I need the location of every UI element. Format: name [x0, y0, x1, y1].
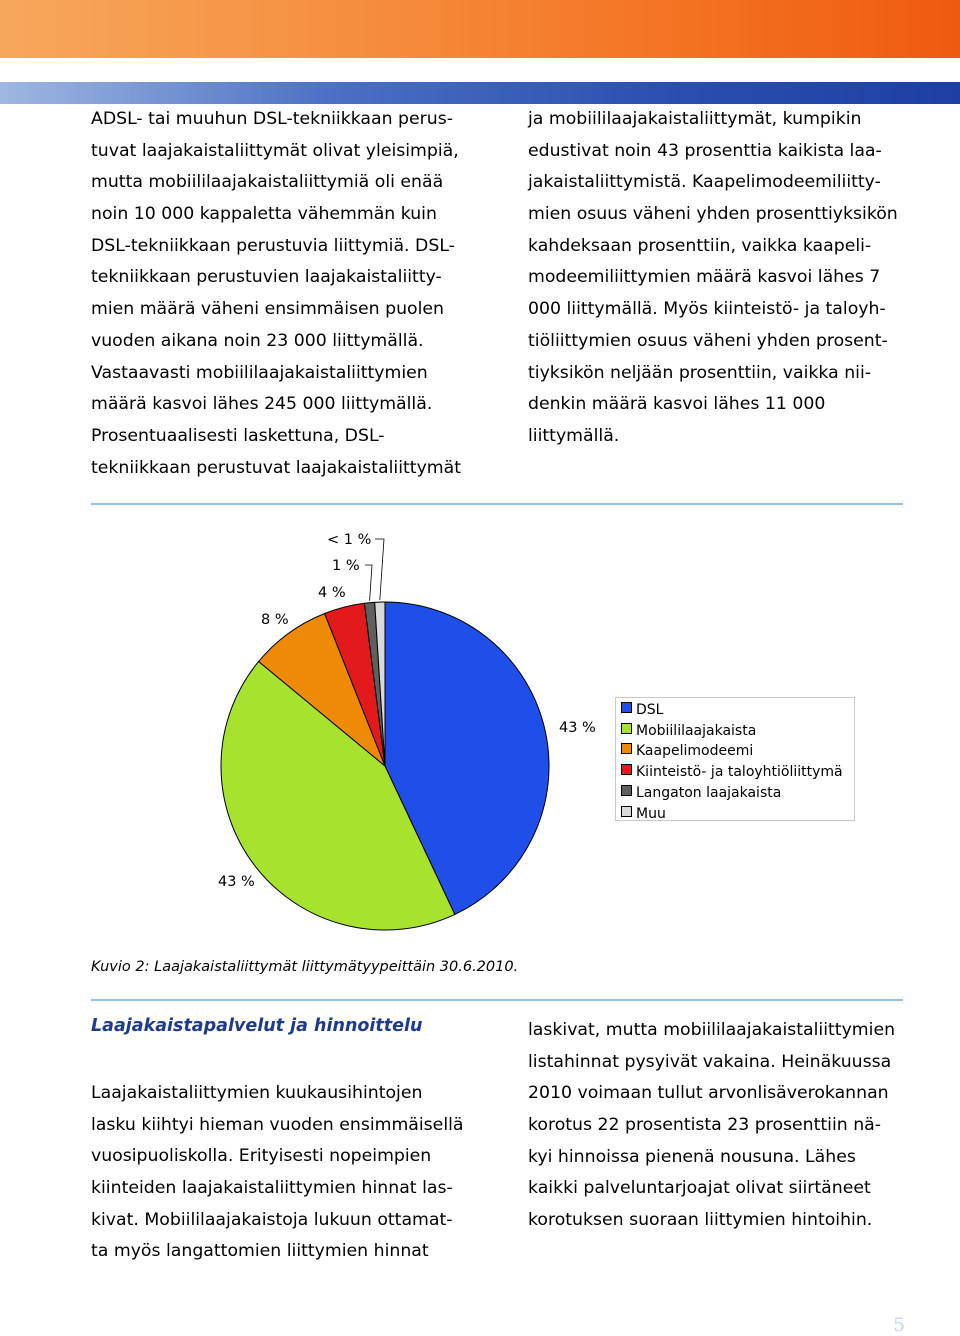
text-line: määrä kasvoi lähes 245 000 liittymällä.	[91, 394, 433, 415]
data-label-2: 8 %	[261, 612, 289, 628]
text-line: ta myös langattomien liittymien hinnat	[91, 1241, 429, 1262]
text-line: ja mobiililaajakaistaliittymät, kumpikin	[528, 109, 862, 129]
text-line: laskivat, mutta mobiililaajakaistaliittymien	[528, 1020, 896, 1040]
text-line: ADSL- tai muuhun DSL-tekniikkaan perus-	[91, 109, 453, 129]
legend-swatch	[621, 806, 632, 817]
legend-label: Langaton laajakaista	[636, 784, 782, 801]
data-label-0: 43 %	[559, 720, 596, 736]
legend-swatch	[621, 743, 632, 754]
text-line: vuoden aikana noin 23 000 liittymällä.	[91, 330, 424, 351]
divider-bottom	[91, 999, 903, 1001]
text-line: tiyksikön neljään prosenttiin, vaikka nii-	[528, 362, 871, 383]
legend-swatch	[621, 785, 632, 796]
text-line: noin 10 000 kappaletta vähemmän kuin	[91, 204, 437, 225]
text-line: tiöliittymien osuus väheni yhden prosent-	[528, 330, 888, 351]
text-line: mutta mobiililaajakaistaliittymiä oli enää	[91, 172, 444, 193]
legend-item	[621, 702, 663, 718]
figure-caption: Kuvio 2: Laajakaistaliittymät liittymätyypeittäin 30.6.2010.	[91, 959, 519, 975]
text-line: Vastaavasti mobiililaajakaistaliittymien	[91, 362, 428, 383]
text-line: mien määrä väheni ensimmäisen puolen	[91, 299, 444, 320]
text-line: DSL-tekniikkaan perustuvia liittymiä. DSL-	[91, 235, 455, 256]
leader-line-4	[365, 565, 372, 601]
legend-label: Mobiililaajakaista	[636, 722, 757, 739]
left-column-bottom-text	[91, 1078, 464, 1268]
text-line: tuvat laajakaistaliittymät olivat yleisimpiä,	[91, 140, 459, 161]
text-line: 2010 voimaan tullut arvonlisäverokannan	[528, 1083, 889, 1104]
legend-item	[621, 764, 843, 780]
chart-legend	[615, 697, 855, 821]
legend-swatch	[621, 702, 632, 713]
legend-label: DSL	[636, 702, 664, 718]
text-line: tekniikkaan perustuvien laajakaistaliitty-	[91, 267, 442, 288]
legend-label: Kiinteistö- ja taloyhtiöliittymä	[636, 764, 843, 781]
text-line: korotuksen suoraan liittymien hintoihin.	[528, 1210, 873, 1231]
text-line: kiinteiden laajakaistaliittymien hinnat las-	[91, 1178, 453, 1199]
text-line: Prosentuaalisesti laskettuna, DSL-	[91, 425, 385, 446]
text-line: kaikki palveluntarjoajat olivat siirtäneet	[528, 1178, 871, 1199]
text-line: vuosipuoliskolla. Erityisesti nopeimpien	[91, 1146, 432, 1167]
text-line: kyi hinnoissa pienenä nousuna. Lähes	[528, 1146, 856, 1167]
section-heading: Laajakaistapalvelut ja hinnoittelu	[91, 1016, 423, 1036]
text-line: edustivat noin 43 prosenttia kaikista laa-	[528, 140, 882, 161]
text-line: korotus 22 prosentista 23 prosenttiin nä-	[528, 1115, 881, 1136]
data-label-5: < 1 %	[327, 532, 372, 548]
legend-swatch	[621, 764, 632, 775]
text-line: liittymällä.	[528, 425, 620, 446]
legend-item	[621, 806, 666, 822]
text-line: mien osuus väheni yhden prosenttiyksikön	[528, 204, 898, 225]
leader-line-5	[375, 539, 384, 600]
text-line: modeemiliittymien määrä kasvoi lähes 7	[528, 267, 881, 288]
text-line: kivat. Mobiililaajakaistoja lukuun ottamat-	[91, 1209, 453, 1230]
legend-item	[621, 723, 756, 739]
legend-item	[621, 785, 781, 801]
text-line: denkin määrä kasvoi lähes 11 000	[528, 394, 826, 415]
legend-label: Kaapelimodeemi	[636, 743, 754, 760]
text-line: tekniikkaan perustuvat laajakaistaliittymät	[91, 457, 462, 478]
text-line: listahinnat pysyivät vakaina. Heinäkuussa	[528, 1051, 892, 1072]
data-label-1: 43 %	[218, 874, 255, 890]
page-number: 5	[893, 1314, 906, 1336]
legend-swatch	[621, 723, 632, 734]
text-line: kahdeksaan prosenttiin, vaikka kaapeli-	[528, 235, 872, 256]
text-line: lasku kiihtyi hieman vuoden ensimmäisellä	[91, 1114, 464, 1135]
text-line: Laajakaistaliittymien kuukausihintojen	[91, 1083, 423, 1103]
text-line: jakaistaliittymistä. Kaapelimodeemiliitty-	[528, 172, 881, 193]
legend-item	[621, 743, 753, 759]
right-column-bottom-text	[528, 1015, 895, 1237]
data-label-4: 1 %	[332, 558, 360, 574]
data-label-3: 4 %	[318, 585, 346, 601]
legend-label: Muu	[636, 805, 666, 822]
text-line: 000 liittymällä. Myös kiinteistö- ja taloyh-	[528, 299, 886, 320]
